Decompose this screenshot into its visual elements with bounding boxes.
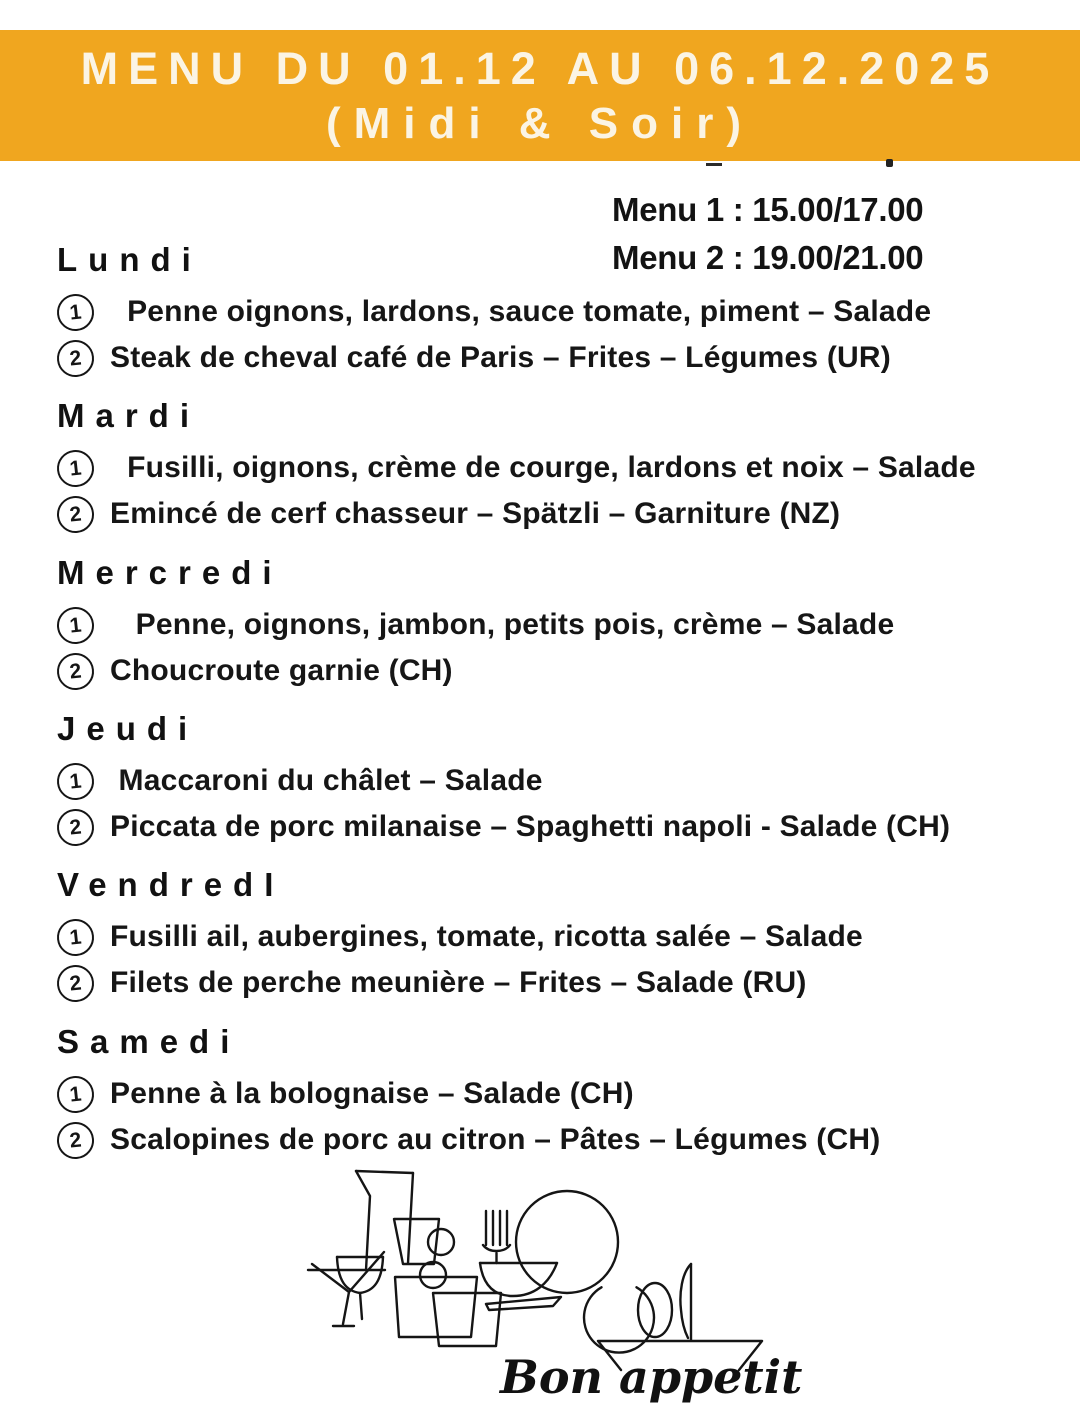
menu1-price: Menu 1 : 15.00/17.00 [612, 191, 924, 228]
artifact-dash [706, 163, 722, 166]
item-number-badge: 1 [55, 917, 96, 958]
tray-icon [486, 1297, 561, 1310]
day-heading: Mardi [57, 397, 201, 434]
menu-item [57, 804, 950, 850]
ring-icon [584, 1287, 654, 1352]
menu-item-text: Penne à la bolognaise – Salade (CH) [110, 1077, 634, 1110]
menu-item-text: Maccaroni du châlet – Salade [110, 764, 543, 797]
day-section-vendredi [57, 866, 1067, 999]
item-number-badge: 2 [55, 651, 96, 692]
menu-item [57, 648, 453, 694]
item-number-badge: 2 [55, 338, 96, 379]
day-heading: Jeudi [57, 710, 199, 747]
menu-item [57, 289, 931, 335]
menu-item [57, 445, 976, 491]
day-heading: Lundi [57, 241, 202, 278]
fork-icon [486, 1211, 507, 1245]
item-number-badge: 1 [55, 448, 96, 489]
day-section-jeudi [57, 710, 1067, 843]
menu-title: MENU DU 01.12 AU 06.12.2025 [80, 42, 1000, 94]
item-number-badge: 2 [55, 807, 96, 848]
item-number-badge: 1 [55, 761, 96, 802]
menu-item-text: Filets de perche meunière – Frites – Salade (RU) [110, 966, 807, 999]
day-section-mardi [57, 397, 1067, 530]
item-number-badge: 2 [55, 963, 96, 1004]
menu-item [57, 1071, 634, 1117]
menu-header-banner [0, 30, 1080, 161]
item-number-badge: 1 [55, 292, 96, 333]
menu-item [57, 491, 840, 537]
day-heading: Mercredi [57, 554, 283, 591]
menu-subtitle: (Midi & Soir) [325, 98, 755, 148]
day-section-samedi [57, 1023, 1067, 1156]
menu-item-text: Emincé de cerf chasseur – Spätzli – Garniture (NZ) [110, 497, 841, 530]
menu2-price: Menu 2 : 19.00/21.00 [612, 239, 924, 276]
item-number-badge: 2 [55, 1120, 96, 1161]
ball-icon [420, 1262, 446, 1288]
day-section-lundi [57, 241, 1067, 374]
menu-item-text: Scalopines de porc au citron – Pâtes – Légumes (CH) [110, 1123, 881, 1156]
plate-icon [516, 1191, 618, 1293]
menu-item-text: Steak de cheval café de Paris – Frites – Légumes (UR) [110, 341, 891, 374]
item-number-badge: 1 [55, 605, 96, 646]
menu-item [57, 914, 863, 960]
menu-item-text: Fusilli, oignons, crème de courge, lardons et noix – Salade [110, 451, 976, 484]
carafe-icon [356, 1171, 413, 1173]
menu-item-text: Fusilli ail, aubergines, tomate, ricotta salée – Salade [110, 920, 863, 953]
knife-icon [680, 1264, 691, 1338]
item-number-badge: 1 [55, 1074, 96, 1115]
item-number-badge: 2 [55, 494, 96, 535]
menu-item [57, 602, 894, 648]
menu-item-text: Choucroute garnie (CH) [110, 654, 453, 687]
day-heading: VendredI [57, 866, 285, 903]
day-heading: Samedi [57, 1023, 241, 1060]
menu-item-text: Penne, oignons, jambon, petits pois, crème – Salade [110, 608, 895, 641]
menu-item [57, 335, 891, 381]
cup-icon [394, 1219, 439, 1264]
menu-item-text: Penne oignons, lardons, sauce tomate, piment – Salade [110, 295, 932, 328]
menu-item [57, 758, 543, 804]
egg-icon [638, 1283, 672, 1337]
day-section-mercredi [57, 554, 1067, 687]
menu-item-text: Piccata de porc milanaise – Spaghetti napoli - Salade (CH) [110, 810, 951, 843]
menu-item [57, 960, 807, 1006]
bon-appetit-script: Bon appetit [500, 1350, 803, 1404]
artifact-dash [886, 159, 893, 167]
